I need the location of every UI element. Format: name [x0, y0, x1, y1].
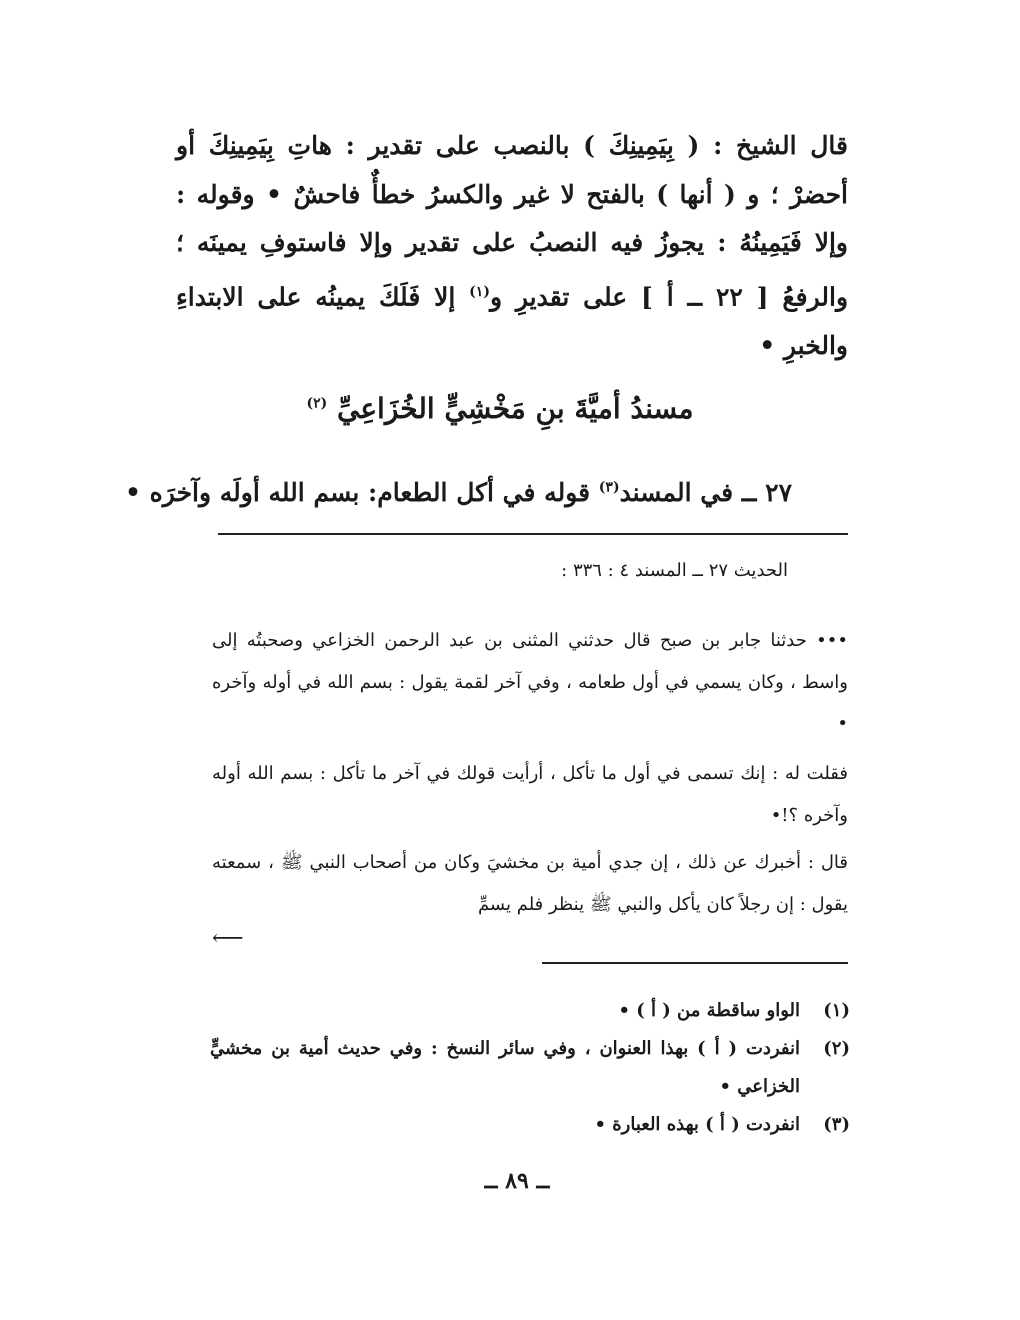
source-reference: الحديث ٢٧ ــ المسند ٤ : ٣٣٦ : [561, 560, 788, 581]
footnote-ref-1: (١) [469, 283, 490, 300]
commentary-paragraph-3 [212, 842, 848, 925]
commentary-text-3: قال : أخبرك عن ذلك ، إن جدي أمية بن مخشيَ وكان من أصحاب النبي ﷺ ، سمعته يقول : إن رجلاً كان يأكل والنبي ﷺ ينظر فلم يسمِّ [212, 852, 848, 915]
divider-main [218, 533, 848, 535]
continue-arrow-icon: ⟵ [212, 926, 244, 951]
main-text-part-2: إلا فَلَكَ يمينُه على الابتداءِ والخبرِ • [176, 282, 848, 360]
commentary-text-1: ••• حدثنا جابر بن صبح قال حدثني المثنى بن عبد الرحمن الخزاعي وصحبتُه إلى واسط ، وكان يسمي في أول طعامه ، وفي آخر لقمة يقول : بسم الله في أوله وآخره • [212, 630, 848, 734]
hadith-dash: ــ [741, 478, 757, 507]
main-text-paragraph [176, 122, 848, 370]
hadith-number: ٢٧ [765, 478, 792, 507]
main-text-part-1: قال الشيخ : ( بِيَمِينِكَ ) بالنصب على تقدير : هاتِ بِيَمِينِكَ أو أحضرْ ؛ و ( أنها ) بالفتح لا غير والكسرُ خطأٌ فاحشٌ • وقوله : وإلا فَيَمِينُهُ : يجوزُ فيه النصبُ على تقدير وإلا فاستوفِ يمينَه ؛ والرفعُ [ ٢٢ ــ أ ] على تقديرِ و [176, 131, 849, 312]
commentary-paragraph-1 [212, 620, 848, 745]
footnote-text: انفردت ( أ ) بهذا العنوان ، وفي سائر النسخ : وفي حديث أمية بن مخشيٍّ الخزاعي • [210, 1038, 800, 1097]
footnote-number: (١) [823, 1000, 850, 1021]
footnote-text: الواو ساقطة من ( أ ) • [618, 1000, 800, 1021]
footnote-ref-3: (٣) [598, 479, 620, 496]
footnote-2 [210, 1030, 850, 1106]
footnote-1 [210, 992, 850, 1030]
footnote-number: (٢) [823, 1038, 850, 1059]
footnotes [210, 992, 850, 1144]
hadith-text-after: قوله في أكل الطعام: بسم الله أولَه وآخرَه • [125, 478, 599, 507]
footnote-ref-2: (٢) [306, 395, 328, 412]
section-heading-text: مسندُ أميَّةَ بنِ مَخْشِيٍّ الخُزَاعِيِّ [337, 392, 694, 425]
divider-footnotes [542, 962, 848, 964]
footnote-number: (٣) [823, 1114, 850, 1135]
commentary-text-2: فقلت له : إنك تسمى في أول ما تأكل ، أرأيت قولك في آخر ما تأكل : بسم الله أوله وآخره ؟!• [212, 763, 848, 826]
footnote-3 [210, 1106, 850, 1144]
page-number: ــ ٨٩ ــ [484, 1168, 550, 1194]
footnote-text: انفردت ( أ ) بهذه العبارة • [594, 1114, 800, 1135]
hadith-text-before: في المسند [619, 478, 734, 507]
hadith-entry [125, 478, 792, 507]
commentary-paragraph-2 [212, 753, 848, 836]
section-heading [290, 392, 710, 425]
